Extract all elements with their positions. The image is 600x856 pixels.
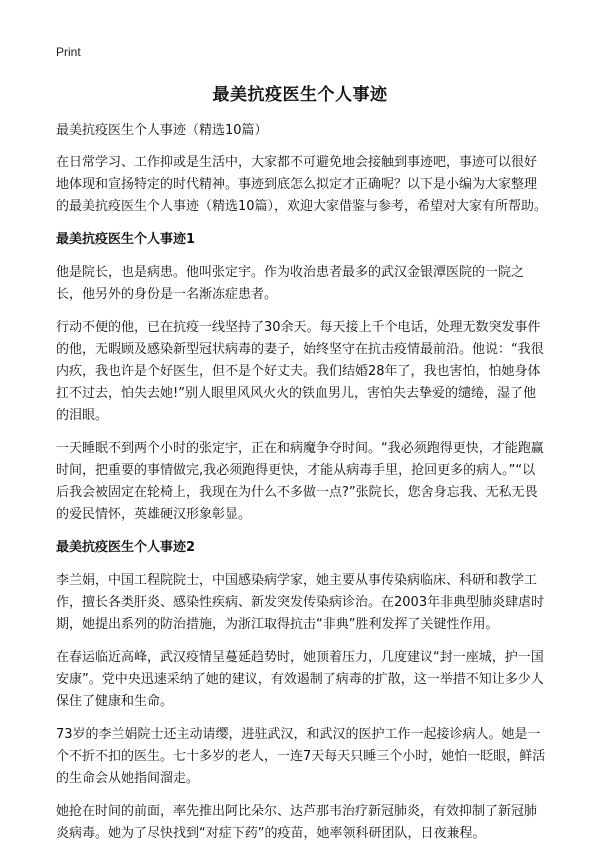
section-2-paragraph-4: 她抢在时间的前面，率先推出阿比朵尔、达芦那韦治疗新冠肺炎，有效抑制了新冠肺炎病毒。她为了尽快找到“对症下药”的疫苗，她率领科研团队，日夜兼程。 — [56, 804, 538, 841]
intro-paragraph: 在日常学习、工作抑或是生活中，大家都不可避免地会接触到事迹吧，事迹可以很好地体现和宣扬特定的时代精神。事迹到底怎么拟定才正确呢？以下是小编为大家整理的最美抗疫医生个人事迹（精选10篇），欢迎大家借鉴与参考，希望对大家有所帮助。 — [56, 155, 548, 214]
print-link[interactable]: Print — [56, 45, 81, 59]
article-body — [56, 120, 548, 856]
section-2-paragraph-2: 在春运临近高峰，武汉疫情呈蔓延趋势时，她顶着压力，几度建议“封一座城，护一国安康”。党中央迅速采纳了她的建议，有效遏制了病毒的扩散，这一举措不知让多少人保住了健康和生命。 — [56, 650, 544, 709]
article-subtitle: 最美抗疫医生个人事迹（精选10篇） — [56, 123, 268, 138]
section-heading-2: 最美抗疫医生个人事迹2 — [56, 540, 196, 555]
section-1-paragraph-1: 他是院长，也是病患。他叫张定宇。作为收治患者最多的武汉金银潭医院的一院之长，他另外的身份是一名渐冻症患者。 — [56, 265, 525, 302]
section-heading-1: 最美抗疫医生个人事迹1 — [56, 232, 196, 247]
section-2-paragraph-1: 李兰娟，中国工程院院士，中国感染病学家，她主要从事传染病临床、科研和教学工作，擅长各类肝炎、感染性疾病、新发突发传染病诊治。在2003年非典型肺炎肆虐时期，她提出系列的防治措施，为浙江取得抗击“非典”胜利发挥了关键性作用。 — [56, 573, 545, 632]
page-title: 最美抗疫医生个人事迹 — [212, 85, 388, 105]
section-1-paragraph-3: 一天睡眠不到两个小时的张定宇，正在和病魔争夺时间。“我必须跑得更快，才能跑赢时间，把重要的事情做完,我必须跑得更快，才能从病毒手里，抢回更多的病人。”“以后我会被固定在轮椅上，我现在为什么不多做一点?”张院长，您舍身忘我、无私无畏的爱民情怀，英雄硬汉形象彰显。 — [56, 441, 544, 522]
section-2-paragraph-3: 73岁的李兰娟院士还主动请缨，进驻武汉，和武汉的医护工作一起接诊病人。她是一个不折不扣的医生。七十多岁的老人，一连7天每天只睡三个小时，她怕一眨眼，鲜活的生命会从她指间溜走。 — [56, 727, 546, 786]
section-1-paragraph-2: 行动不便的他，已在抗疫一线坚持了30余天。每天接上千个电话，处理无数突发事件的他，无暇顾及感染新型冠状病毒的妻子，始终坚守在抗击疫情最前沿。他说：“我很内疚，我也许是个好医生，但不是个好丈夫。我们结婚28年了，我也害怕，怕她身体扛不过去，怕失去她!”别人眼里风风火火的铁血男儿，害怕失去挚爱的缱绻，湿了他的泪眼。 — [56, 320, 544, 423]
